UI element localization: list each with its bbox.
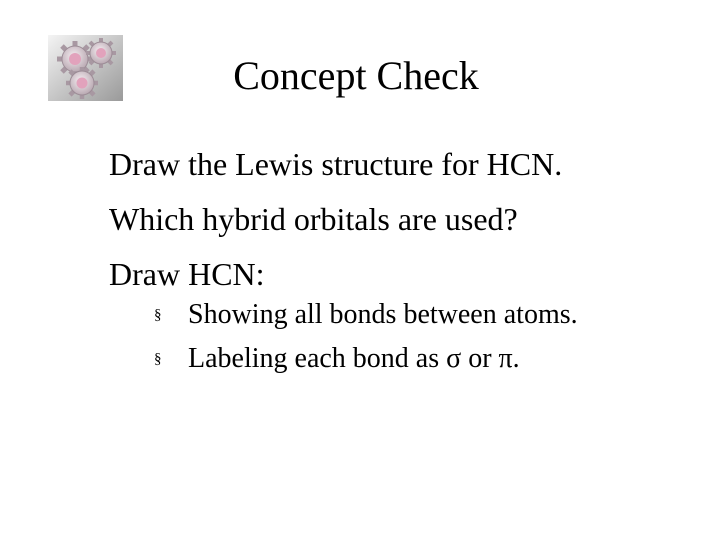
sub-bullet-item <box>154 293 578 337</box>
bullet-item: Draw the Lewis structure for HCN. <box>109 146 563 182</box>
sub-bullet-text: Showing all bonds between atoms. <box>188 299 578 330</box>
bullet-list <box>109 137 562 302</box>
bullet-marker: § <box>154 351 162 367</box>
bullet-item: Draw HCN: <box>109 256 265 292</box>
sub-bullet-list <box>154 293 578 381</box>
bullet-marker: § <box>154 307 162 323</box>
slide-title: Concept Check <box>233 53 479 98</box>
sub-bullet-item <box>154 337 578 381</box>
sub-bullet-text: Labeling each bond as σ or π. <box>188 343 520 374</box>
bullet-item: Which hybrid orbitals are used? <box>109 201 518 237</box>
